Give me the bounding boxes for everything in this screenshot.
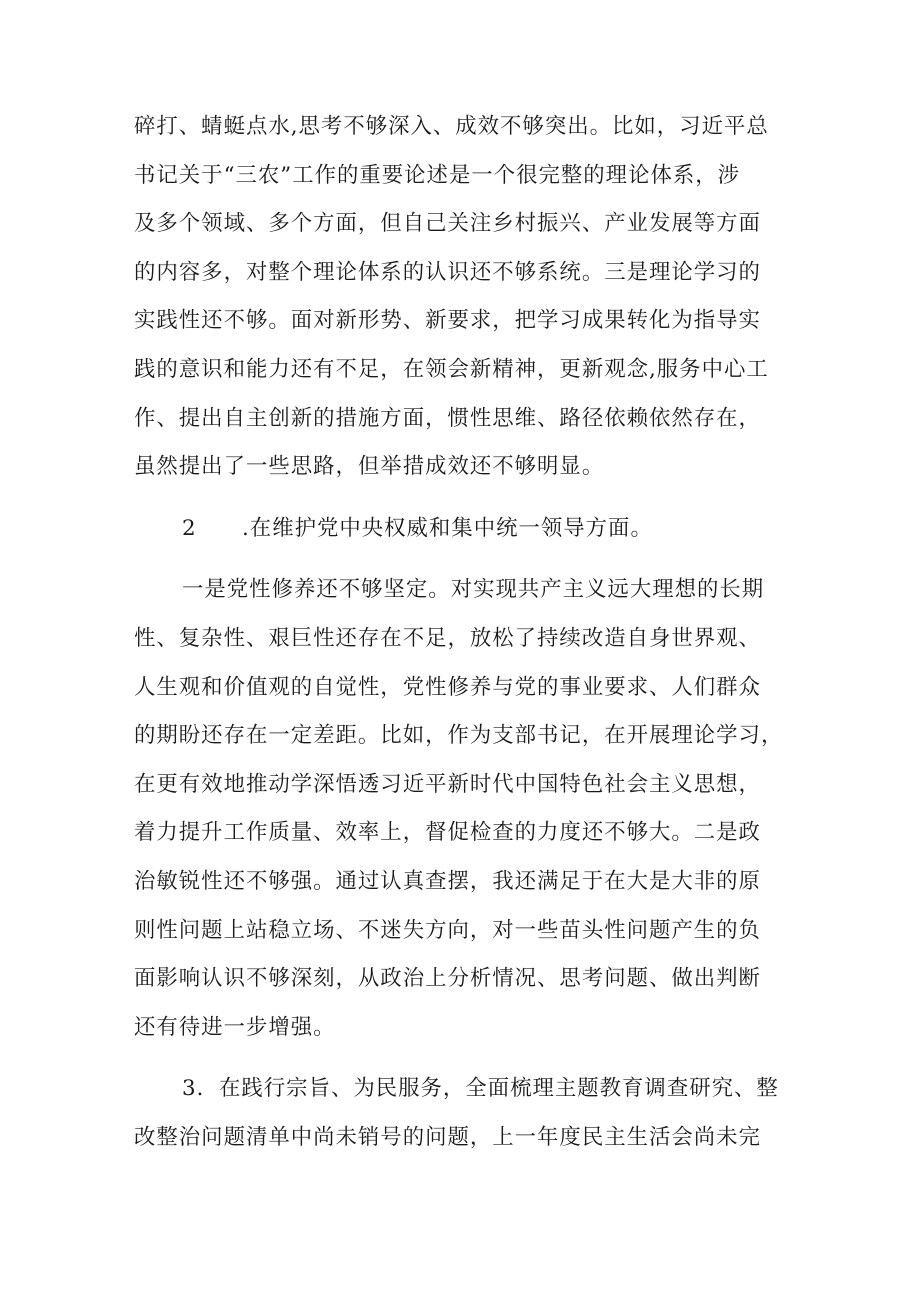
paragraph-line: 的内容多，对整个理论体系的认识还不够系统。三是理论学习的 bbox=[134, 259, 761, 285]
paragraph-line: 着力提升工作质量、效率上，督促检查的力度还不够大。二是政 bbox=[134, 820, 761, 846]
paragraph-line: 践的意识和能力还有不足，在领会新精神，更新观念,服务中心工 bbox=[134, 356, 769, 382]
paragraph-line: 治敏锐性还不够强。通过认真查摆，我还满足于在大是大非的原 bbox=[134, 868, 761, 894]
paragraph-line: 碎打、蜻蜓点水,思考不够深入、成效不够突出。比如，习近平总 bbox=[134, 114, 769, 139]
section-heading-2 bbox=[134, 505, 794, 554]
paragraph-line: 还有待进一步增强。 bbox=[134, 1014, 336, 1040]
paragraph-line: 人生观和价值观的自觉性，党性修养与党的事业要求、人们群众 bbox=[134, 674, 761, 700]
paragraph-line: 3．在践行宗旨、为民服务，全面梳理主题教育调查研究、整 bbox=[182, 1076, 779, 1102]
paragraph-3 bbox=[134, 1065, 794, 1162]
paragraph-line: 及多个领域、多个方面，但自己关注乡村振兴、产业发展等方面 bbox=[134, 211, 761, 237]
paragraph-line: 则性问题上站稳立场、不迷失方向，对一些苗头性问题产生的负 bbox=[134, 917, 761, 943]
paragraph-line: 的期盼还存在一定差距。比如，作为支部书记，在开展理论学习， bbox=[134, 723, 784, 749]
paragraph-line: 书记关于“三农”工作的重要论述是一个很完整的理论体系，涉 bbox=[134, 162, 741, 188]
paragraph-line: 虽然提出了一些思路，但举措成效还不够明显。 bbox=[134, 454, 605, 480]
paragraph-1 bbox=[134, 103, 794, 492]
paragraph-2 bbox=[134, 566, 794, 1052]
paragraph-line: 改整治问题清单中尚未销号的问题，上一年度民主生活会尚未完 bbox=[134, 1124, 761, 1150]
paragraph-line: 在更有效地推动学深悟透习近平新时代中国特色社会主义思想， bbox=[134, 771, 761, 797]
paragraph-line: 性、复杂性、艰巨性还存在不足，放松了持续改造自身世界观、 bbox=[134, 625, 761, 651]
paragraph-spacer bbox=[134, 1052, 794, 1065]
section-number: 2 bbox=[182, 515, 197, 541]
paragraph-line: 一是党性修养还不够坚定。对实现共产主义远大理想的长期 bbox=[182, 577, 765, 603]
paragraph-line: 面影响认识不够深刻，从政治上分析情况、思考问题、做出判断 bbox=[134, 966, 761, 992]
paragraph-line: 作、提出自主创新的措施方面，惯性思维、路径依赖依然存在， bbox=[134, 405, 761, 431]
document-body bbox=[134, 103, 794, 1162]
section-title: .在维护党中央权威和集中统一领导方面。 bbox=[242, 515, 653, 541]
paragraph-line: 实践性还不够。面对新形势、新要求，把学习成果转化为指导实 bbox=[134, 308, 761, 334]
